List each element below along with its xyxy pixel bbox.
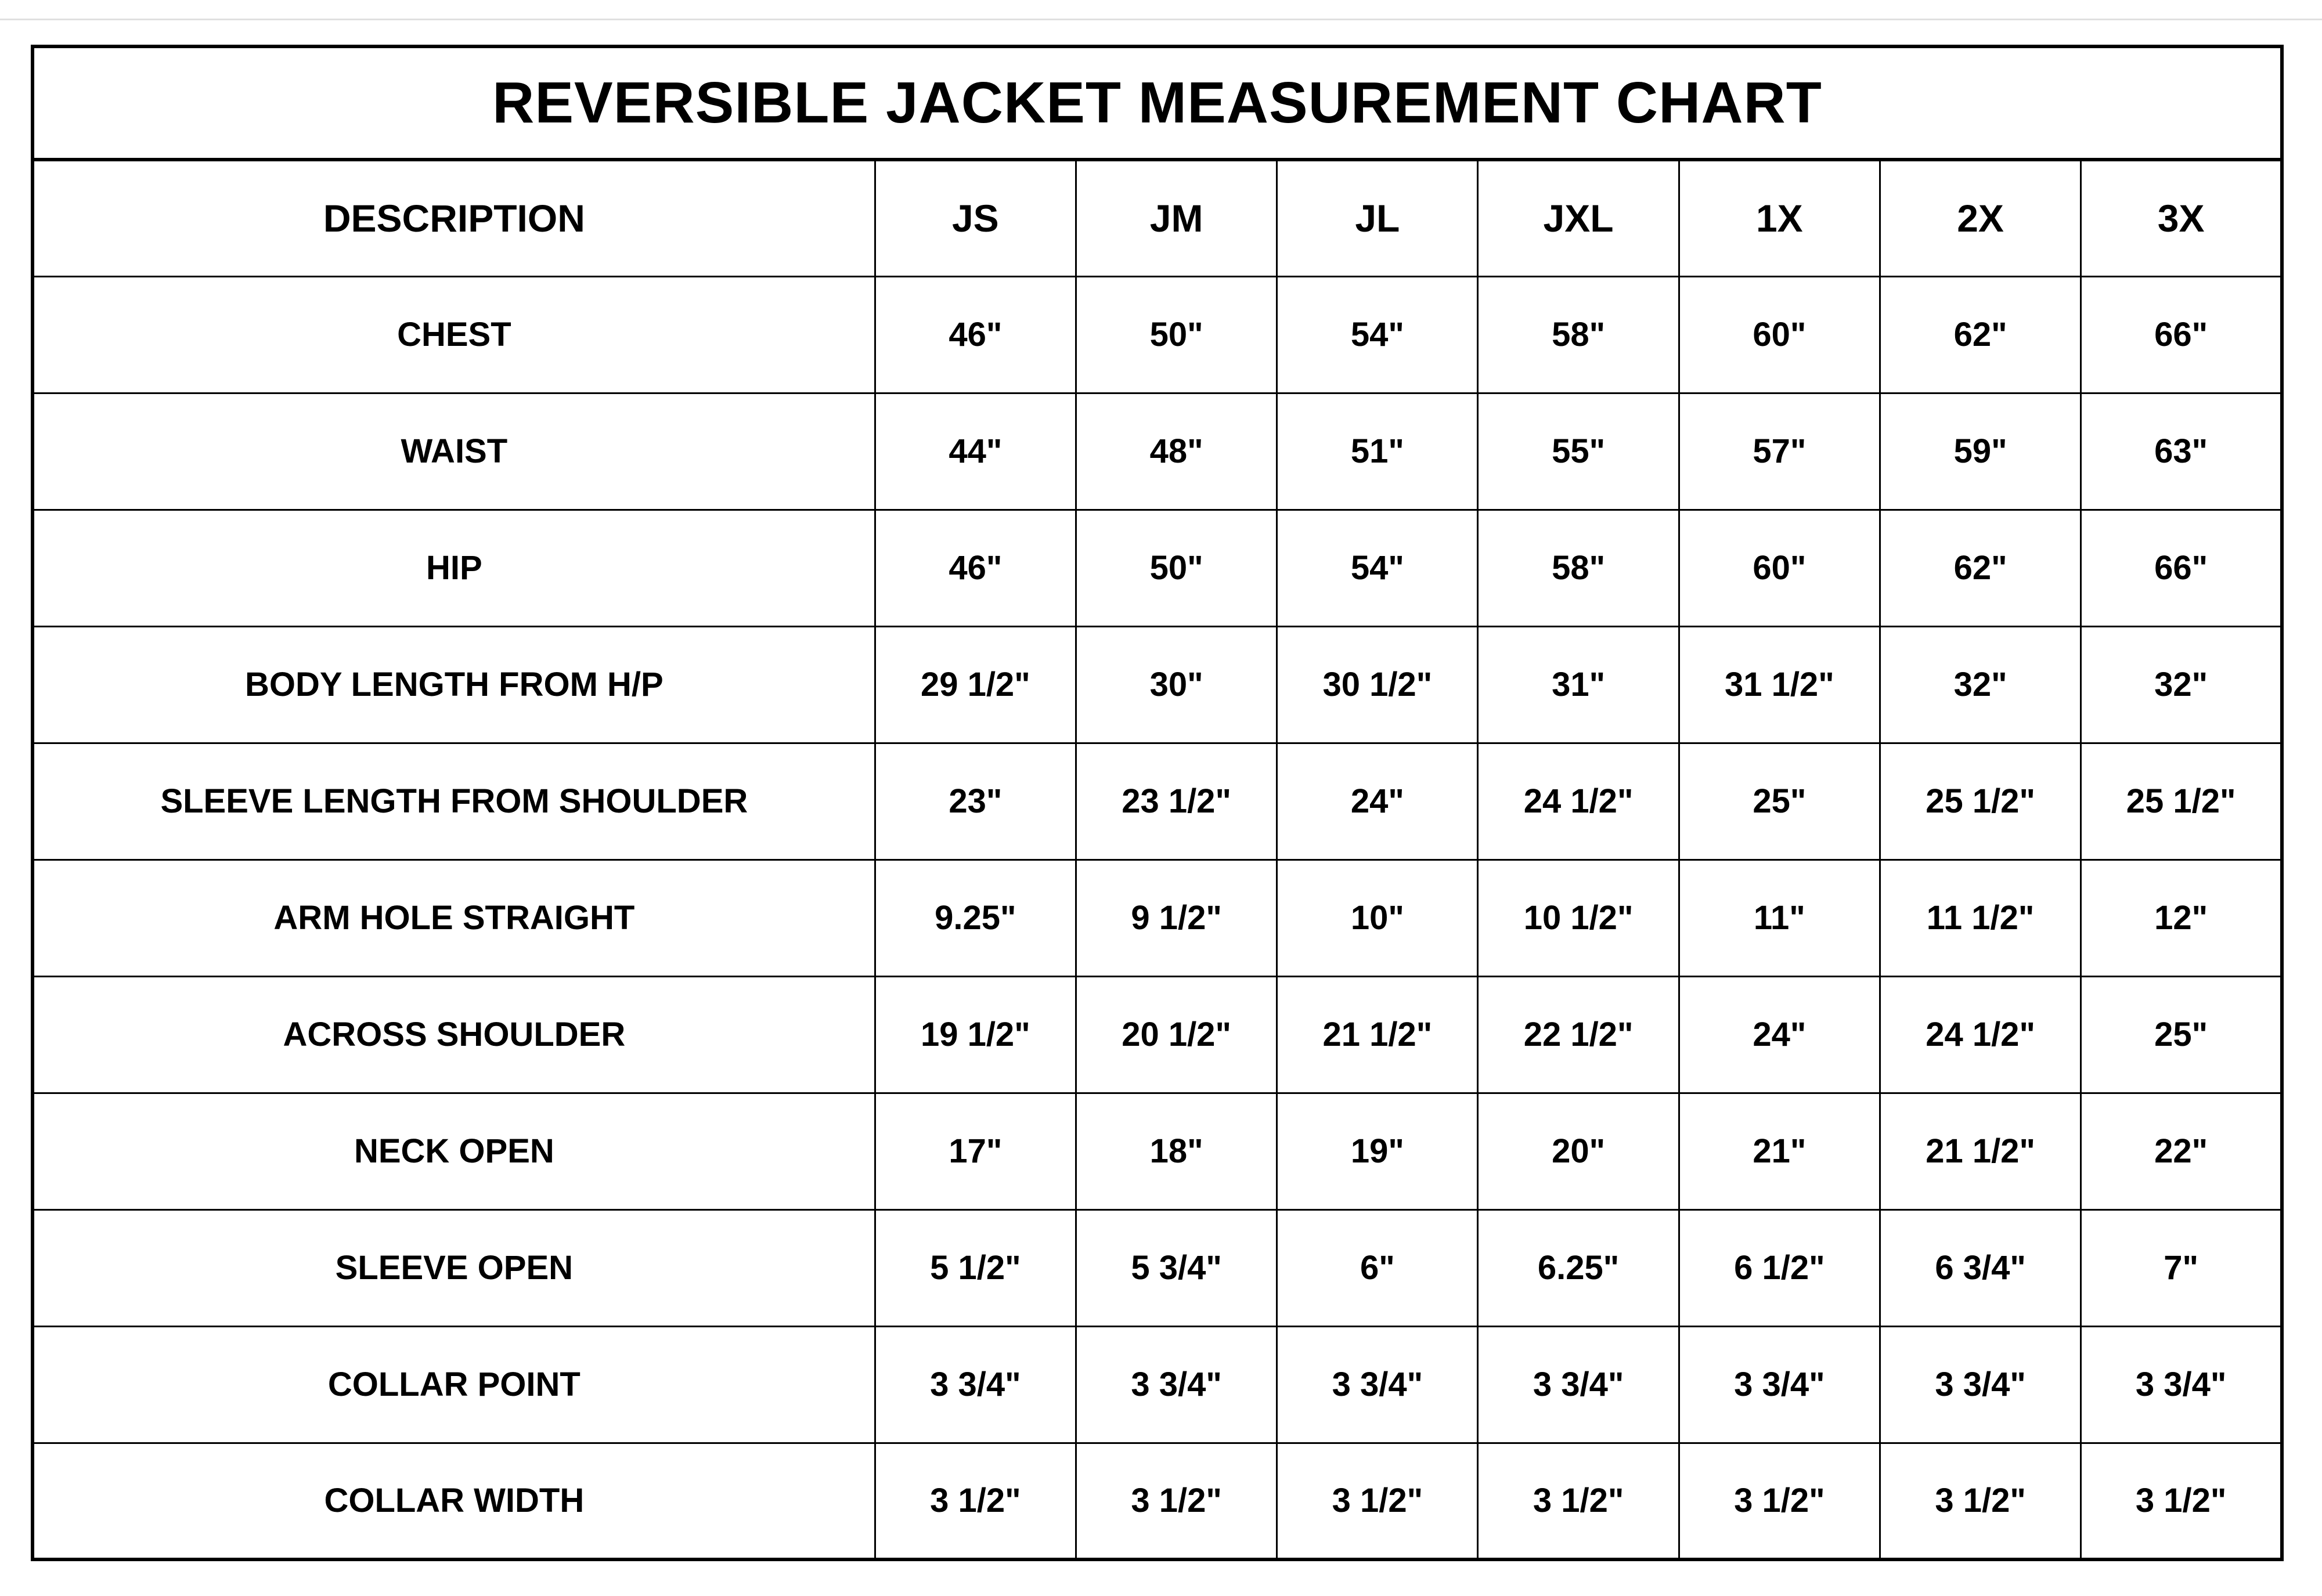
measurement-cell: 17" (875, 1093, 1076, 1209)
measurement-cell: 12" (2081, 860, 2282, 976)
measurement-cell: 21 1/2" (1880, 1093, 2081, 1209)
measurement-cell: 25" (2081, 976, 2282, 1093)
measurement-cell: 58" (1478, 276, 1679, 393)
measurement-cell: 30" (1076, 626, 1277, 743)
measurement-cell: 29 1/2" (875, 626, 1076, 743)
measurement-cell: 57" (1679, 393, 1880, 510)
header-row (33, 160, 2282, 276)
measurement-cell: 3 1/2" (1277, 1443, 1478, 1559)
measurement-cell: 3 3/4" (1679, 1326, 1880, 1443)
measurement-cell: 24 1/2" (1478, 743, 1679, 860)
measurement-cell: 23 1/2" (1076, 743, 1277, 860)
measurement-cell: 54" (1277, 510, 1478, 626)
measurement-chart-container (31, 45, 2284, 1559)
measurement-cell: 6 1/2" (1679, 1209, 1880, 1326)
measurement-cell: 19" (1277, 1093, 1478, 1209)
measurement-cell: 5 1/2" (875, 1209, 1076, 1326)
row-label: COLLAR WIDTH (33, 1443, 875, 1559)
measurement-cell: 58" (1478, 510, 1679, 626)
column-header-size: 1X (1679, 160, 1880, 276)
measurement-cell: 62" (1880, 276, 2081, 393)
measurement-cell: 31" (1478, 626, 1679, 743)
column-header-description: DESCRIPTION (33, 160, 875, 276)
measurement-cell: 5 3/4" (1076, 1209, 1277, 1326)
measurement-cell: 22" (2081, 1093, 2282, 1209)
row-label: ACROSS SHOULDER (33, 976, 875, 1093)
measurement-cell: 3 1/2" (1076, 1443, 1277, 1559)
column-header-size: JXL (1478, 160, 1679, 276)
measurement-cell: 46" (875, 510, 1076, 626)
measurement-cell: 9.25" (875, 860, 1076, 976)
table-row (33, 510, 2282, 626)
measurement-cell: 7" (2081, 1209, 2282, 1326)
table-row (33, 1443, 2282, 1559)
measurement-cell: 51" (1277, 393, 1478, 510)
measurement-cell: 20" (1478, 1093, 1679, 1209)
measurement-cell: 24" (1277, 743, 1478, 860)
measurement-cell: 62" (1880, 510, 2081, 626)
column-header-size: JM (1076, 160, 1277, 276)
table-row (33, 1326, 2282, 1443)
table-body (33, 276, 2282, 1559)
measurement-cell: 6" (1277, 1209, 1478, 1326)
top-divider-line (0, 19, 2322, 20)
measurement-cell: 20 1/2" (1076, 976, 1277, 1093)
table-row (33, 276, 2282, 393)
measurement-table (31, 45, 2284, 1561)
measurement-cell: 25 1/2" (2081, 743, 2282, 860)
measurement-cell: 24 1/2" (1880, 976, 2081, 1093)
measurement-cell: 3 1/2" (2081, 1443, 2282, 1559)
measurement-cell: 50" (1076, 276, 1277, 393)
measurement-cell: 3 3/4" (1880, 1326, 2081, 1443)
measurement-cell: 3 1/2" (1478, 1443, 1679, 1559)
measurement-cell: 3 3/4" (875, 1326, 1076, 1443)
table-row (33, 743, 2282, 860)
measurement-cell: 54" (1277, 276, 1478, 393)
measurement-cell: 55" (1478, 393, 1679, 510)
measurement-cell: 11 1/2" (1880, 860, 2081, 976)
measurement-cell: 59" (1880, 393, 2081, 510)
measurement-cell: 3 1/2" (875, 1443, 1076, 1559)
row-label: NECK OPEN (33, 1093, 875, 1209)
column-header-size: 2X (1880, 160, 2081, 276)
row-label: ARM HOLE STRAIGHT (33, 860, 875, 976)
measurement-cell: 31 1/2" (1679, 626, 1880, 743)
measurement-cell: 3 1/2" (1679, 1443, 1880, 1559)
table-row (33, 1093, 2282, 1209)
measurement-cell: 3 3/4" (1277, 1326, 1478, 1443)
measurement-cell: 11" (1679, 860, 1880, 976)
measurement-cell: 32" (1880, 626, 2081, 743)
column-header-size: JL (1277, 160, 1478, 276)
measurement-cell: 66" (2081, 276, 2282, 393)
measurement-cell: 46" (875, 276, 1076, 393)
row-label: BODY LENGTH FROM H/P (33, 626, 875, 743)
measurement-cell: 32" (2081, 626, 2282, 743)
measurement-cell: 21 1/2" (1277, 976, 1478, 1093)
measurement-cell: 10 1/2" (1478, 860, 1679, 976)
measurement-cell: 25" (1679, 743, 1880, 860)
measurement-cell: 60" (1679, 276, 1880, 393)
measurement-cell: 44" (875, 393, 1076, 510)
measurement-cell: 3 3/4" (1478, 1326, 1679, 1443)
measurement-cell: 3 1/2" (1880, 1443, 2081, 1559)
row-label: SLEEVE LENGTH FROM SHOULDER (33, 743, 875, 860)
column-header-size: 3X (2081, 160, 2282, 276)
measurement-cell: 22 1/2" (1478, 976, 1679, 1093)
measurement-cell: 21" (1679, 1093, 1880, 1209)
measurement-cell: 3 3/4" (2081, 1326, 2282, 1443)
measurement-cell: 48" (1076, 393, 1277, 510)
row-label: SLEEVE OPEN (33, 1209, 875, 1326)
measurement-cell: 3 3/4" (1076, 1326, 1277, 1443)
measurement-cell: 6 3/4" (1880, 1209, 2081, 1326)
measurement-cell: 6.25" (1478, 1209, 1679, 1326)
measurement-cell: 60" (1679, 510, 1880, 626)
measurement-cell: 18" (1076, 1093, 1277, 1209)
column-header-size: JS (875, 160, 1076, 276)
row-label: CHEST (33, 276, 875, 393)
table-row (33, 976, 2282, 1093)
measurement-cell: 30 1/2" (1277, 626, 1478, 743)
table-row (33, 860, 2282, 976)
measurement-cell: 50" (1076, 510, 1277, 626)
measurement-cell: 23" (875, 743, 1076, 860)
measurement-cell: 24" (1679, 976, 1880, 1093)
row-label: WAIST (33, 393, 875, 510)
title-row (33, 46, 2282, 160)
table-row (33, 1209, 2282, 1326)
measurement-cell: 63" (2081, 393, 2282, 510)
row-label: HIP (33, 510, 875, 626)
measurement-cell: 9 1/2" (1076, 860, 1277, 976)
measurement-cell: 66" (2081, 510, 2282, 626)
table-row (33, 626, 2282, 743)
row-label: COLLAR POINT (33, 1326, 875, 1443)
chart-title: REVERSIBLE JACKET MEASUREMENT CHART (33, 46, 2282, 160)
measurement-cell: 19 1/2" (875, 976, 1076, 1093)
measurement-cell: 10" (1277, 860, 1478, 976)
measurement-cell: 25 1/2" (1880, 743, 2081, 860)
table-row (33, 393, 2282, 510)
